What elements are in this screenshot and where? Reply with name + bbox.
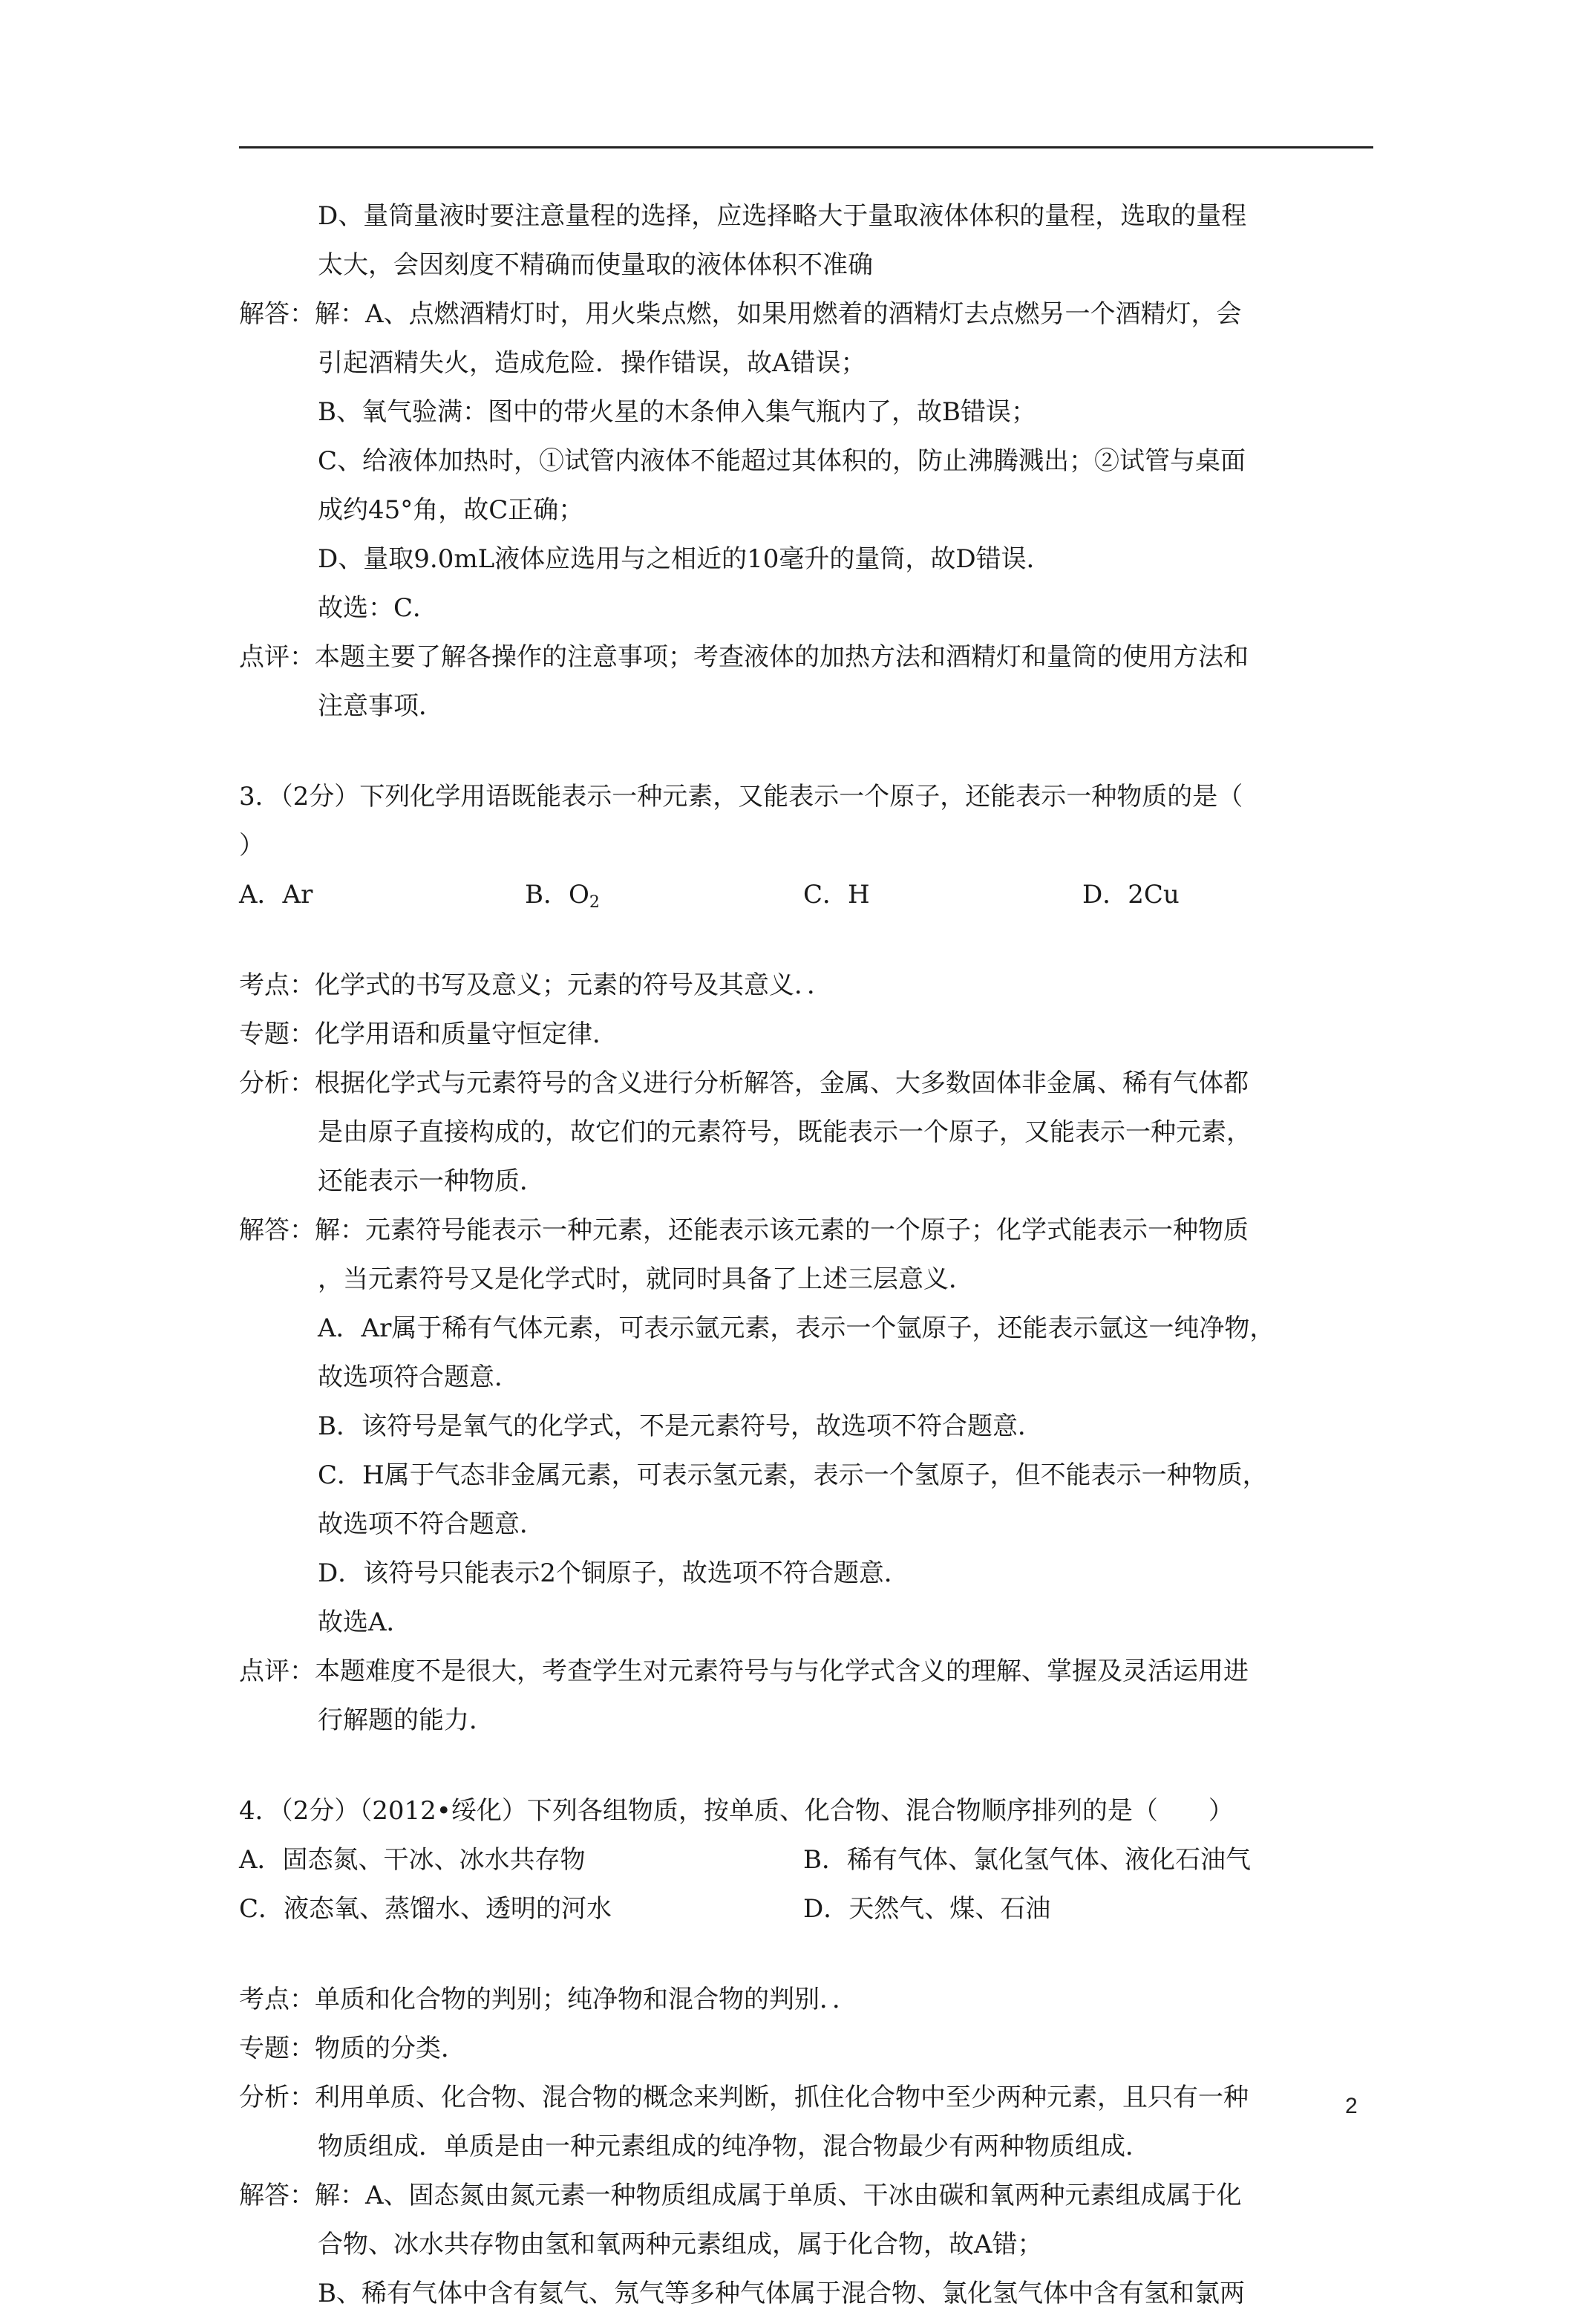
q4-option-d: D．天然气、煤、石油 <box>803 1894 1051 1924</box>
q4-options-row <box>239 1835 1382 1884</box>
q4-stem: 4．（2分）（2012•绥化）下列各组物质，按单质、化合物、混合物顺序排列的是（ ） <box>239 1796 1234 1826</box>
q2-answer-line: B、氧气验满：图中的带火星的木条伸入集气瓶内了，故B错误； <box>318 397 1036 427</box>
q3-option-d: D．2Cu <box>1082 880 1180 910</box>
q2-answer-line: 故选：C． <box>318 593 439 623</box>
q3-answer-line: ，当元素符号又是化学式时，就同时具备了上述三层意义． <box>318 1264 974 1294</box>
section-gap <box>239 1933 1382 1975</box>
q3-kaodian: 考点：化学式的书写及意义；元素的符号及其意义．． <box>239 970 832 1000</box>
q3-comment-line: 行解题的能力． <box>318 1705 494 1735</box>
q3-answer-line: 故选项不符合题意． <box>318 1509 545 1539</box>
q4-zhuanti: 专题：物质的分类． <box>239 2034 466 2063</box>
q2-d-note-line: D、量筒量液时要注意量程的选择，应选择略大于量取液体体积的量程，选取的量程 <box>318 201 1247 231</box>
q4-answer-line: 合物、冰水共存物由氢和氧两种元素组成，属于化合物，故A错； <box>318 2230 1043 2259</box>
q3-stem-line: ） <box>239 831 264 861</box>
q3-option-c: C．H <box>803 880 870 910</box>
q4-option-a: A．固态氮、干冰、冰水共存物 <box>239 1845 586 1875</box>
q4-option-c: C．液态氧、蒸馏水、透明的河水 <box>239 1894 612 1924</box>
q4-analysis-line: 分析：利用单质、化合物、混合物的概念来判断，抓住化合物中至少两种元素，且只有一种 <box>239 2083 1249 2112</box>
q2-comment-line: 注意事项． <box>318 691 444 721</box>
q3-options-row <box>239 870 1382 919</box>
q2-answer-line: 成约45°角，故C正确； <box>318 495 584 525</box>
q2-answer-line: D、量取9.0mL液体应选用与之相近的10毫升的量筒，故D错误． <box>318 544 1052 574</box>
q4-kaodian: 考点：单质和化合物的判别；纯净物和混合物的判别．． <box>239 1985 857 2014</box>
q3-analysis-line: 分析：根据化学式与元素符号的含义进行分析解答，金属、大多数固体非金属、稀有气体都 <box>239 1068 1249 1098</box>
q2-d-note-line: 太大，会因刻度不精确而使量取的液体体积不准确 <box>318 250 873 280</box>
section-gap <box>239 919 1382 961</box>
q3-zhuanti: 专题：化学用语和质量守恒定律． <box>239 1019 618 1049</box>
q3-comment-line: 点评：本题难度不是很大，考查学生对元素符号与与化学式含义的理解、掌握及灵活运用进 <box>239 1656 1249 1686</box>
q3-answer-line: D．该符号只能表示2个铜原子，故选项不符合题意． <box>318 1558 909 1588</box>
q3-answer-line: C．H属于气态非金属元素，可表示氢元素，表示一个氢原子，但不能表示一种物质， <box>318 1460 1268 1490</box>
q3-option-b <box>525 870 600 919</box>
section-gap <box>239 1745 1382 1786</box>
q3-stem-line: 3．（2分）下列化学用语既能表示一种元素，又能表示一个原子，还能表示一种物质的是（ <box>239 782 1243 812</box>
q2-answer-line: 解答：解：A、点燃酒精灯时，用火柴点燃，如果用燃着的酒精灯去点燃另一个酒精灯，会 <box>239 299 1242 329</box>
page-content <box>239 192 1382 2318</box>
q3-option-a: A．Ar <box>239 880 313 910</box>
q4-answer-line: 解答：解：A、固态氮由氮元素一种物质组成属于单质、干冰由碳和氧两种元素组成属于化 <box>239 2181 1242 2210</box>
q3-answer-line: 故选A． <box>318 1607 412 1637</box>
q4-option-b: B．稀有气体、氯化氢气体、液化石油气 <box>803 1845 1251 1875</box>
q2-answer-line: C、给液体加热时，①试管内液体不能超过其体积的，防止沸腾溅出；②试管与桌面 <box>318 446 1246 476</box>
q4-analysis-line: 物质组成．单质是由一种元素组成的纯净物，混合物最少有两种物质组成． <box>318 2132 1151 2161</box>
page-number: 2 <box>1345 2094 1358 2118</box>
q3-answer-line: 故选项符合题意． <box>318 1362 520 1392</box>
q2-answer-line: 引起酒精失火，造成危险．操作错误，故A错误； <box>318 348 866 378</box>
section-gap <box>239 731 1382 772</box>
q3-analysis-line: 是由原子直接构成的，故它们的元素符号，既能表示一个原子，又能表示一种元素， <box>318 1117 1252 1147</box>
q2-comment-line: 点评：本题主要了解各操作的注意事项；考查液体的加热方法和酒精灯和量筒的使用方法和 <box>239 642 1249 672</box>
q4-options-row <box>239 1884 1382 1933</box>
q3-answer-line: 解答：解：元素符号能表示一种元素，还能表示该元素的一个原子；化学式能表示一种物质 <box>239 1215 1249 1245</box>
q3-answer-line: B．该符号是氧气的化学式，不是元素符号，故选项不符合题意． <box>318 1411 1043 1441</box>
header-rule <box>239 146 1373 148</box>
q3-answer-line: A．Ar属于稀有气体元素，可表示氩元素，表示一个氩原子，还能表示氩这一纯净物， <box>318 1313 1275 1343</box>
q3-analysis-line: 还能表示一种物质． <box>318 1166 545 1196</box>
q3-option-b-subscript: 2 <box>589 893 600 912</box>
q4-answer-line: B、稀有气体中含有氦气、氖气等多种气体属于混合物、氯化氢气体中含有氢和氯两 <box>318 2279 1245 2308</box>
q3-option-b-prefix: B．O <box>525 880 589 910</box>
